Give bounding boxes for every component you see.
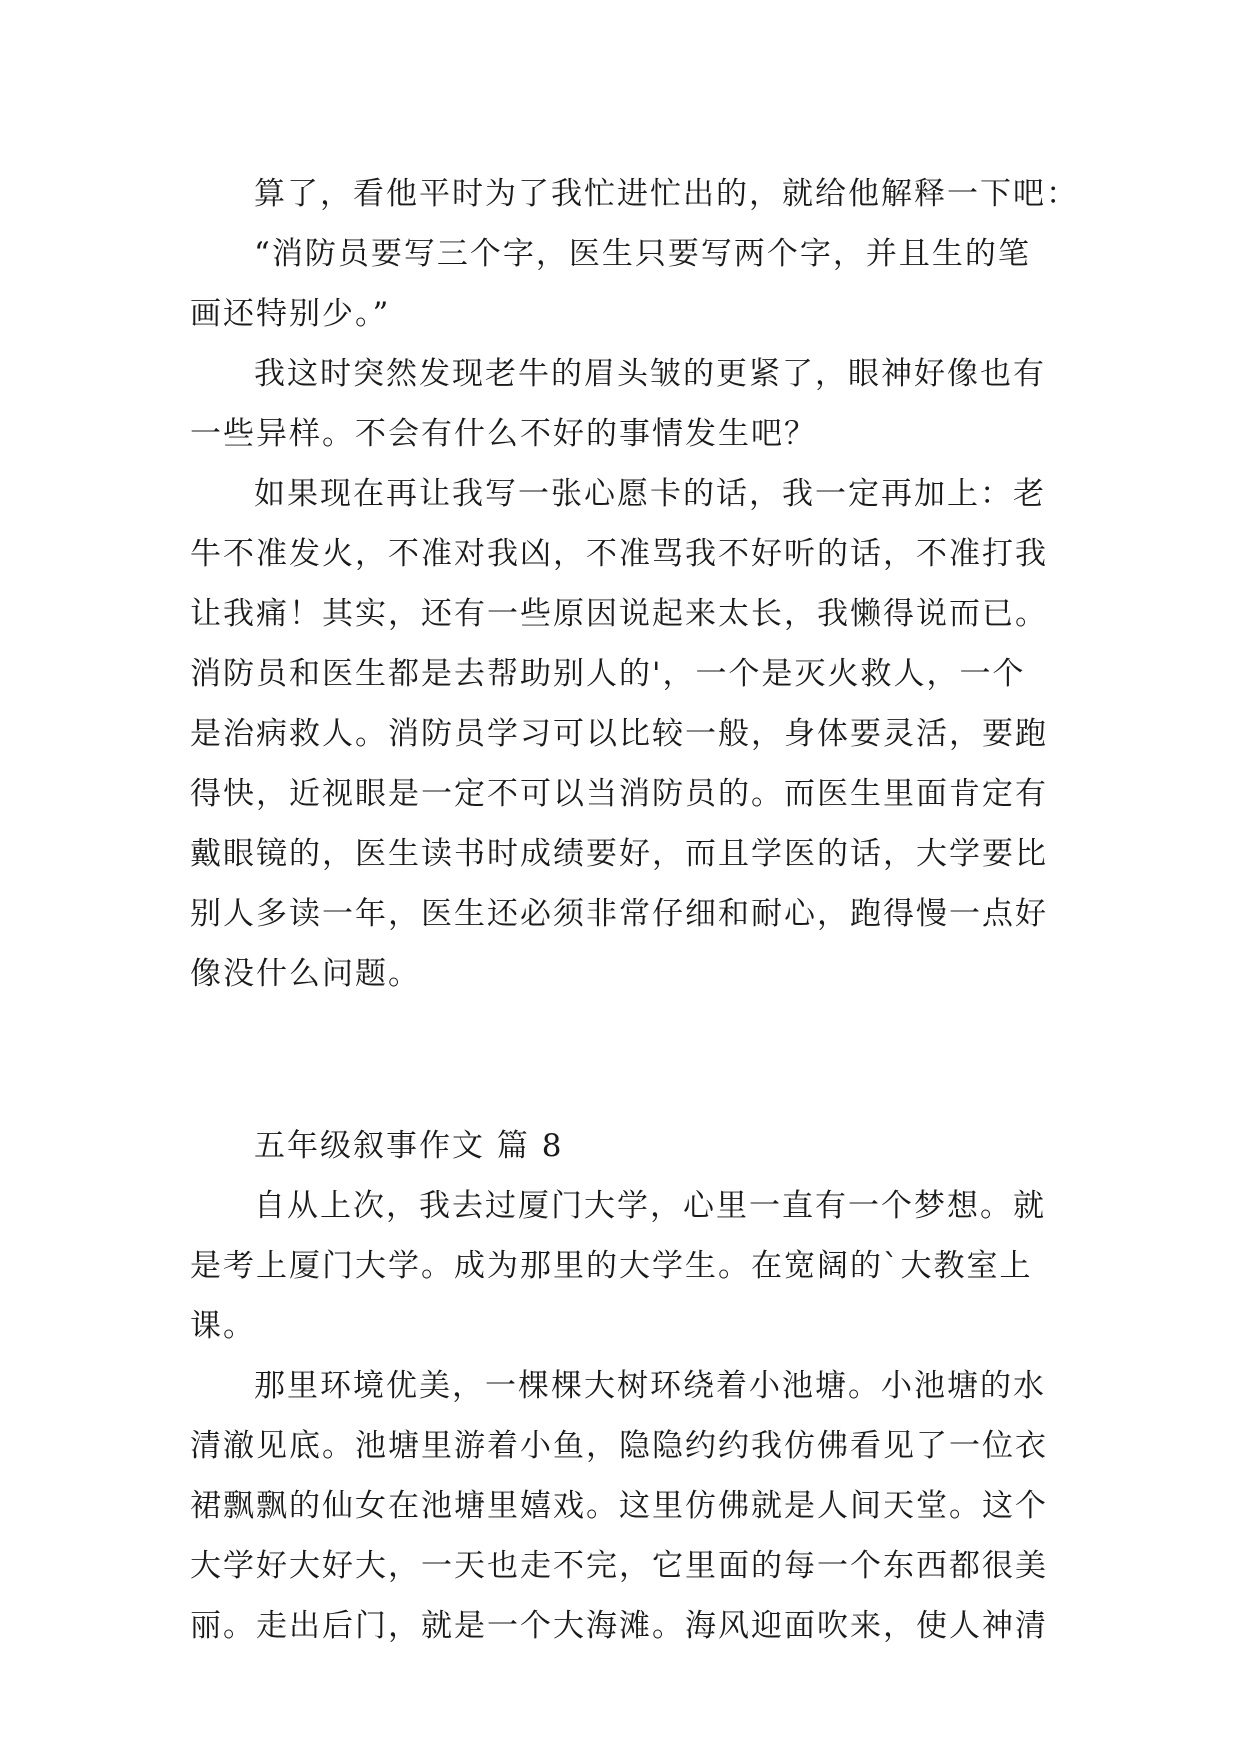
- text-line: “消防员要写三个字，医生只要写两个字，并且生的笔: [254, 236, 1031, 272]
- document-page: [190, 164, 1079, 1656]
- text-line: 清澈见底。池塘里游着小鱼，隐隐约约我仿佛看见了一位衣: [190, 1428, 1048, 1464]
- text-line: 那里环境优美，一棵棵大树环绕着小池塘。小池塘的水: [254, 1368, 1046, 1404]
- paragraph-5: [190, 1176, 1070, 1356]
- text-line: 我这时突然发现老牛的眉头皱的更紧了，眼神好像也有: [254, 356, 1046, 392]
- text-line: 牛不准发火，不准对我凶，不准骂我不好听的话，不准打我: [190, 536, 1048, 572]
- text-line: 消防员和医生都是去帮助别人的'，一个是灭火救人，一个: [190, 656, 1026, 692]
- text-line: 如果现在再让我写一张心愿卡的话，我一定再加上：老: [254, 476, 1046, 512]
- paragraph-1: [190, 164, 1079, 224]
- text-line: 裙飘飘的仙女在池塘里嬉戏。这里仿佛就是人间天堂。这个: [190, 1488, 1048, 1524]
- paragraph-4: [190, 464, 1070, 1004]
- paragraph-6: [190, 1356, 1070, 1656]
- text-line: 让我痛！其实，还有一些原因说起来太长，我懒得说而已。: [190, 596, 1048, 632]
- text-line: 画还特别少。”: [190, 296, 391, 332]
- text-line: 别人多读一年，医生还必须非常仔细和耐心，跑得慢一点好: [190, 896, 1048, 932]
- text-line: 像没什么问题。: [190, 956, 421, 992]
- text-line: 是治病救人。消防员学习可以比较一般，身体要灵活，要跑: [190, 716, 1048, 752]
- text-line: 课。: [190, 1308, 256, 1344]
- text-line: 得快，近视眼是一定不可以当消防员的。而医生里面肯定有: [190, 776, 1048, 812]
- text-line: 算了，看他平时为了我忙进忙出的，就给他解释一下吧：: [254, 176, 1079, 212]
- text-line: 自从上次，我去过厦门大学，心里一直有一个梦想。就: [254, 1188, 1046, 1224]
- text-line: 丽。走出后门，就是一个大海滩。海风迎面吹来，使人神清: [190, 1608, 1048, 1644]
- section-heading: [190, 1116, 1070, 1176]
- text-line: 是考上厦门大学。成为那里的大学生。在宽阔的`大教室上: [190, 1248, 1033, 1284]
- text-line: 大学好大好大，一天也走不完，它里面的每一个东西都很美: [190, 1548, 1048, 1584]
- paragraph-2: [190, 224, 1070, 344]
- section-spacer: [190, 1004, 1070, 1116]
- heading-line: 五年级叙事作文 篇 8: [254, 1128, 564, 1164]
- paragraph-3: [190, 344, 1070, 464]
- text-line: 一些异样。不会有什么不好的事情发生吧？: [190, 416, 817, 452]
- text-line: 戴眼镜的，医生读书时成绩要好，而且学医的话，大学要比: [190, 836, 1048, 872]
